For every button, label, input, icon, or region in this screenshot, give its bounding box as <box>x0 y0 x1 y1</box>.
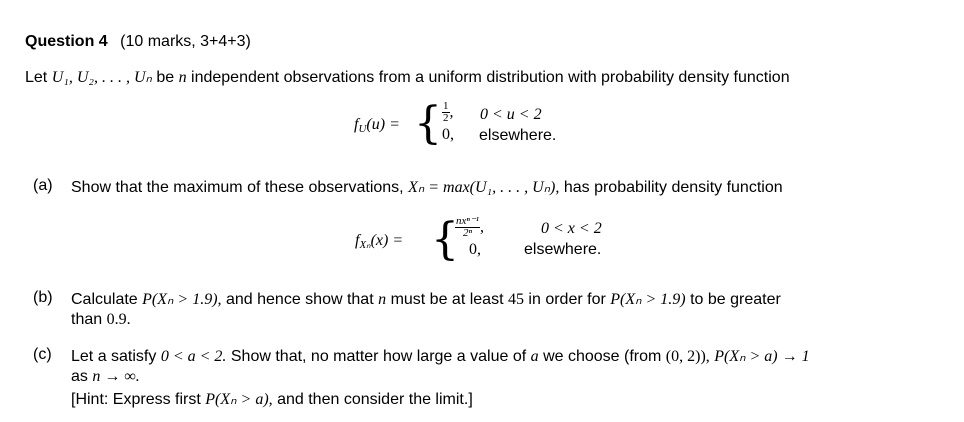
part-b-e3: 45 <box>507 291 524 308</box>
part-b-t4: in order for <box>528 291 606 308</box>
part-b-t1: Calculate <box>71 291 138 308</box>
part-b-t5: to be greater <box>690 291 781 308</box>
intro-vars: U₁, U₂, . . . , Uₙ <box>51 69 152 86</box>
intro-n: n <box>178 69 187 86</box>
pdf-x-frac <box>455 216 480 239</box>
pdf-x-case2-val: 0, <box>469 241 481 258</box>
question-header <box>25 33 251 51</box>
pdf-u-lhs <box>354 116 400 135</box>
part-c-line2-e: n → ∞. <box>92 368 140 385</box>
part-c-e3: (0, 2)), <box>665 348 710 365</box>
part-b-line2 <box>71 311 131 329</box>
pdf-u-sub: U <box>358 123 367 135</box>
intro-rest: independent observations from a uniform distribution with probability density function <box>191 69 790 86</box>
part-b-label: (b) <box>33 289 53 306</box>
part-a-t1: Show that the maximum of these observations, <box>71 179 404 196</box>
part-c-t3: we choose (from <box>543 348 662 365</box>
part-c-hint-e: P(Xₙ > a), <box>205 391 273 408</box>
part-c-e1: 0 < a < 2. <box>160 348 227 365</box>
intro-be: be <box>156 69 175 86</box>
pdf-x-case1-cond: 0 < x < 2 <box>541 220 602 237</box>
part-a-expr: Xₙ = max(U₁, . . . , Uₙ), <box>408 179 560 196</box>
pdf-u-case1-cond: 0 < u < 2 <box>480 106 542 123</box>
pdf-x-arg: (x) = <box>370 232 404 249</box>
pdf-u-case2-cond: elsewhere. <box>479 127 557 144</box>
part-b-line2-t: than <box>71 311 103 328</box>
part-b-e1: P(Xₙ > 1.9), <box>142 291 222 308</box>
part-a-label: (a) <box>33 177 53 194</box>
part-c-line2 <box>71 368 140 386</box>
intro-lead: Let <box>25 69 48 86</box>
part-c-e4: P(Xₙ > a) → 1 <box>714 348 810 365</box>
pdf-x-case1-val: $\frac{\text{nxⁿ⁻¹}}{\text{2ⁿ}}$ , <box>456 215 484 239</box>
part-b-e2: n <box>378 291 387 308</box>
part-c-line2-t: as <box>71 368 88 385</box>
part-c-t1: Let a satisfy <box>71 348 157 365</box>
part-c-line1 <box>71 346 810 366</box>
pdf-u-f: f <box>354 116 359 133</box>
pdf-x-num: nxⁿ⁻¹ <box>456 215 479 227</box>
part-b-e4: P(Xₙ > 1.9) <box>610 291 686 308</box>
part-c-label: (c) <box>33 346 52 363</box>
part-b-line1 <box>71 289 781 309</box>
pdf-x-lhs <box>355 232 403 251</box>
pdf-u-den: 2 <box>443 112 449 124</box>
pdf-u-brace: { <box>414 98 442 149</box>
pdf-u-frac <box>442 101 450 124</box>
pdf-x-brace: { <box>431 214 459 265</box>
part-b-line2-e: 0.9. <box>106 311 131 328</box>
pdf-u-case2-val: 0, <box>442 126 454 143</box>
part-c-hint-t1: [Hint: Express first <box>71 391 201 408</box>
part-c-hint <box>71 389 473 409</box>
part-c-t2: Show that, no matter how large a value of <box>230 348 527 365</box>
pdf-x-f: f <box>355 232 360 249</box>
part-a-text <box>71 177 783 197</box>
pdf-x-sub: Xₙ <box>359 239 371 251</box>
question-marks: (10 marks, 3+4+3) <box>120 33 251 50</box>
pdf-x-case2-cond: elsewhere. <box>524 241 602 258</box>
part-b-t3: must be at least <box>390 291 504 308</box>
pdf-u-num: 1 <box>443 100 449 112</box>
part-c-e2: a <box>530 348 539 365</box>
pdf-x-den: 2ⁿ <box>462 227 472 239</box>
pdf-u-case1-val: $\frac{1}{2}$ , <box>443 100 454 124</box>
intro-text <box>25 67 790 87</box>
pdf-u-arg: (u) = <box>366 116 400 133</box>
part-a-t2: has probability density function <box>563 179 783 196</box>
part-c-hint-t2: and then consider the limit.] <box>277 391 473 408</box>
question-title: Question 4 <box>25 33 108 50</box>
part-b-t2: and hence show that <box>225 291 374 308</box>
